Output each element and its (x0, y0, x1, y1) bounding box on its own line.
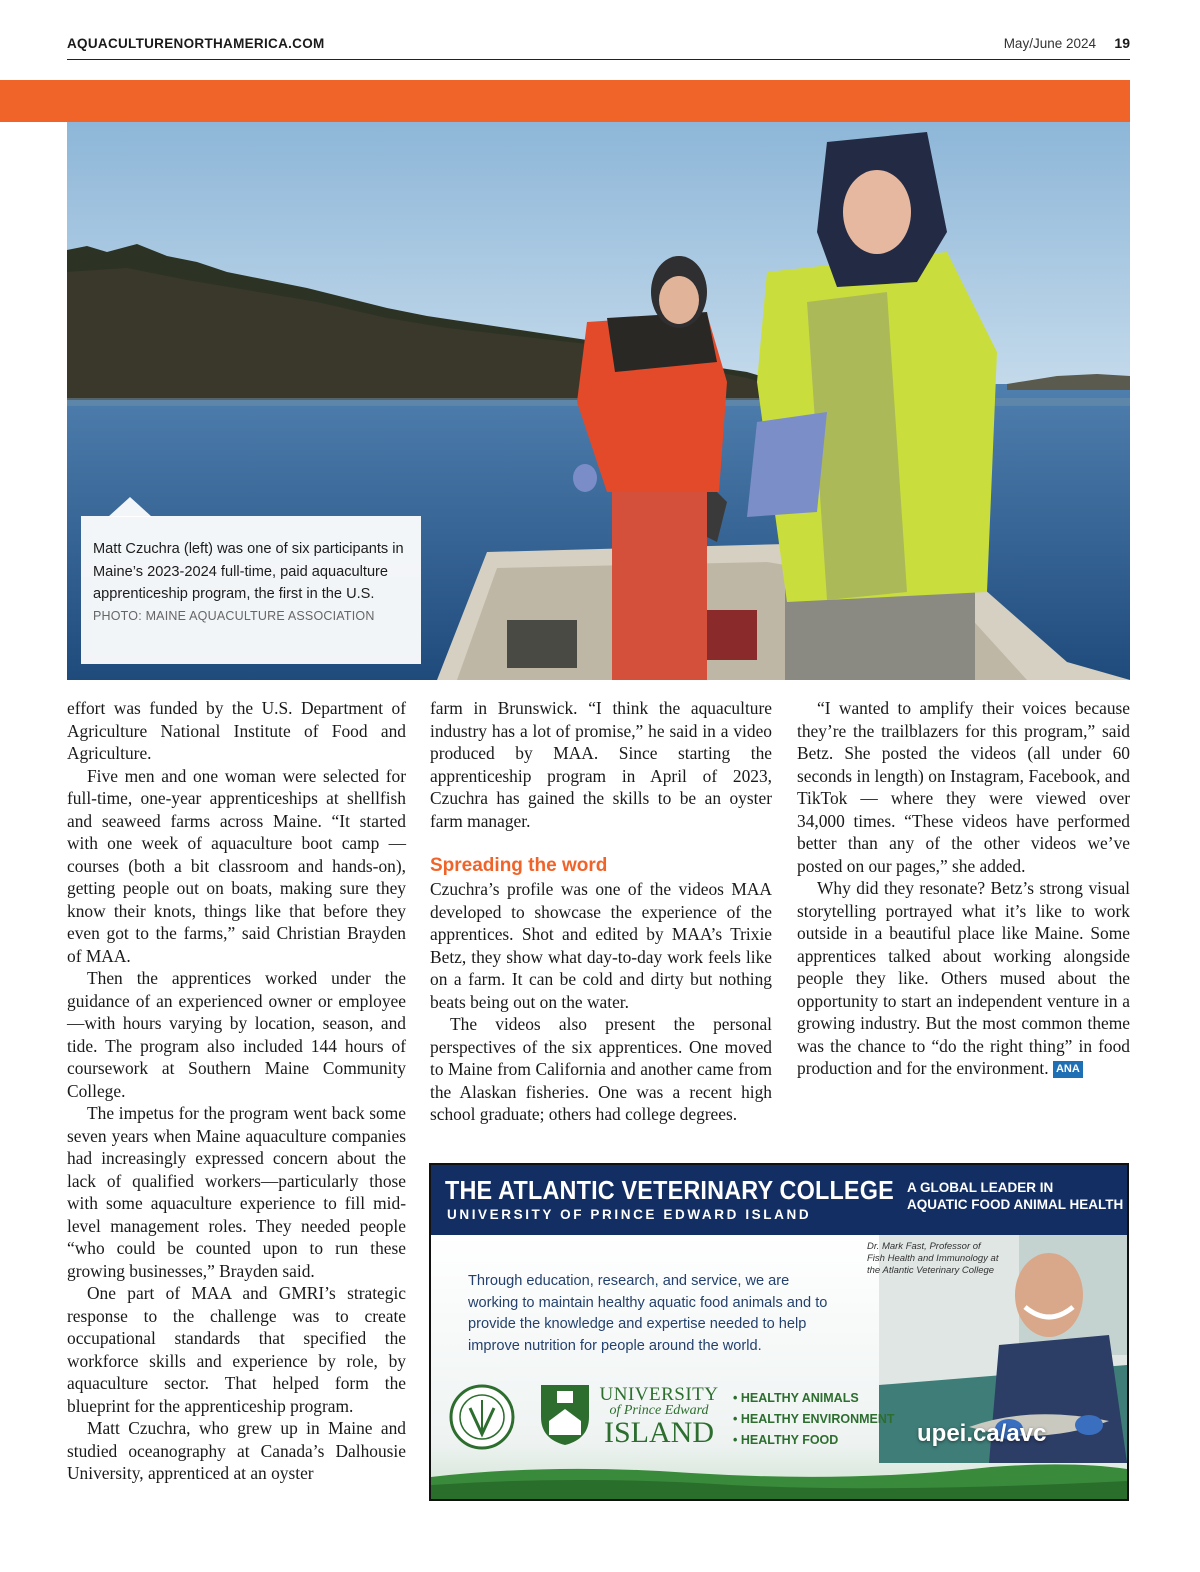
paragraph: The impetus for the program went back some seven years when Maine aquaculture companies had increasingly expressed concern about the lack of qualified workers—particularly those with some aquaculture experience to fill mid-level management roles. They needed people “who could be counted upon to run these growing businesses,” Brayden said. (67, 1103, 406, 1281)
ad-bullet: • HEALTHY ENVIRONMENT (733, 1412, 895, 1426)
caption-text: Matt Czuchra (left) was one of six participants in Maine’s 2023-2024 full-time, paid aquaculture apprenticeship program, the first in the U.S. (93, 541, 404, 602)
upei-wordmark (599, 1385, 719, 1448)
running-header (67, 34, 1130, 60)
advertisement[interactable] (429, 1163, 1129, 1501)
article-column-1 (67, 697, 406, 1485)
ad-grass-footer (431, 1457, 1127, 1501)
paragraph-text: Why did they resonate? Betz’s strong visual storytelling portrayed what it’s like to work outside in a beautiful place like Maine. Some apprentices talked about working alongside people they like. Others mused about the opportunity to start an independent venture in a growing industry. But the most common theme was the chance to “do the right thing” in food production and for the environment. (797, 878, 1130, 1078)
ad-tagline (907, 1179, 1123, 1213)
issue-date: May/June 2024 (1003, 36, 1096, 51)
article-column-3 (797, 697, 1130, 1080)
ad-body-text: Through education, research, and service, we are working to maintain healthy aquatic food animals and to provide the knowledge and expertise needed to help improve nutrition for people around the world. (468, 1273, 828, 1354)
paragraph: “I wanted to amplify their voices because they’re the trailblazers for this program,” said Betz. She posted the videos (all under 60 seconds in length) on Instagram, Facebook, and TikTok — where they were viewed over 34,000 times. “These videos have performed better than any of the other videos we’ve posted on our pages,” she added. (797, 698, 1130, 876)
ad-title: THE ATLANTIC VETERINARY COLLEGE (445, 1175, 894, 1205)
page-number: 19 (1114, 35, 1130, 51)
photo-caption (81, 516, 421, 664)
paragraph: Five men and one woman were selected for full-time, one-year apprenticeships at shellfish and seaweed farms across Maine. “It started with one week of aquaculture boot camp — courses (both a bit classroom and hands-on), getting people out on boats, making sure they know their knots, things like that before they even got to the farms,” said Christian Brayden of MAA. (67, 765, 406, 966)
upei-word-of: of Prince Edward (609, 1403, 709, 1418)
paragraph: Matt Czuchra, who grew up in Maine and studied oceanography at Canada’s Dalhousie University, apprenticed at an oyster (67, 1418, 406, 1483)
paragraph (797, 877, 1130, 1080)
ad-tagline-line: A GLOBAL LEADER IN (907, 1180, 1054, 1195)
paragraph: Czuchra’s profile was one of the videos MAA developed to showcase the experience of the apprentices. Shot and edited by MAA’s Trixie Betz, they show what day-to-day work feels like on a farm. It can be cold and dirty but nothing beats being out on the water. (430, 879, 772, 1012)
ad-header (431, 1165, 1127, 1235)
ad-url-link[interactable]: upei.ca/avc (917, 1420, 1047, 1447)
site-name: AQUACULTURENORTHAMERICA.COM (67, 36, 325, 51)
upei-crest-icon (539, 1383, 591, 1447)
ad-bullet: • HEALTHY FOOD (733, 1433, 839, 1447)
ad-bullet-list (733, 1388, 895, 1451)
paragraph: farm in Brunswick. “I think the aquaculture industry has a lot of promise,” he said in a video produced by MAA. Since starting the apprenticeship program in April of 2023, Czuchra has gained the skills to be an oyster farm manager. (430, 698, 772, 831)
upei-word-university: UNIVERSITY (599, 1384, 719, 1405)
paragraph: effort was funded by the U.S. Department of Agriculture National Institute of Food and Agriculture. (67, 698, 406, 763)
section-subhead: Spreading the word (430, 855, 608, 876)
avc-seal-logo (449, 1382, 515, 1452)
photo-credit: PHOTO: MAINE AQUACULTURE ASSOCIATION (93, 608, 375, 623)
caption-pointer (108, 497, 152, 517)
ad-subtitle: UNIVERSITY OF PRINCE EDWARD ISLAND (447, 1207, 812, 1222)
upei-word-island: ISLAND (604, 1416, 714, 1449)
ad-photo-note: Dr. Mark Fast, Professor of Fish Health and Immunology at the Atlantic Veterinary College (867, 1241, 999, 1276)
ad-body (431, 1235, 1127, 1501)
paragraph: The videos also present the personal perspectives of the six apprentices. One moved to Maine from California and another came from the Alaskan fisheries. One was a recent high school graduate; others had college degrees. (430, 1014, 772, 1124)
paragraph: One part of MAA and GMRI’s strategic response to the challenge was to create occupational standards that specified the workforce skills and experience by role, by aquaculture sector. That helped form the blueprint for the apprenticeship program. (67, 1283, 406, 1416)
paragraph: Then the apprentices worked under the guidance of an experienced owner or employee—with hours varying by location, season, and tide. The program also included 144 hours of coursework at Southern Maine Community College. (67, 968, 406, 1101)
end-mark-logo: ANA (1053, 1061, 1083, 1078)
ad-tagline-line: AQUATIC FOOD ANIMAL HEALTH (907, 1197, 1124, 1212)
ad-bullet: • HEALTHY ANIMALS (733, 1391, 859, 1405)
article-column-2 (430, 697, 772, 1126)
orange-banner (0, 80, 1130, 122)
